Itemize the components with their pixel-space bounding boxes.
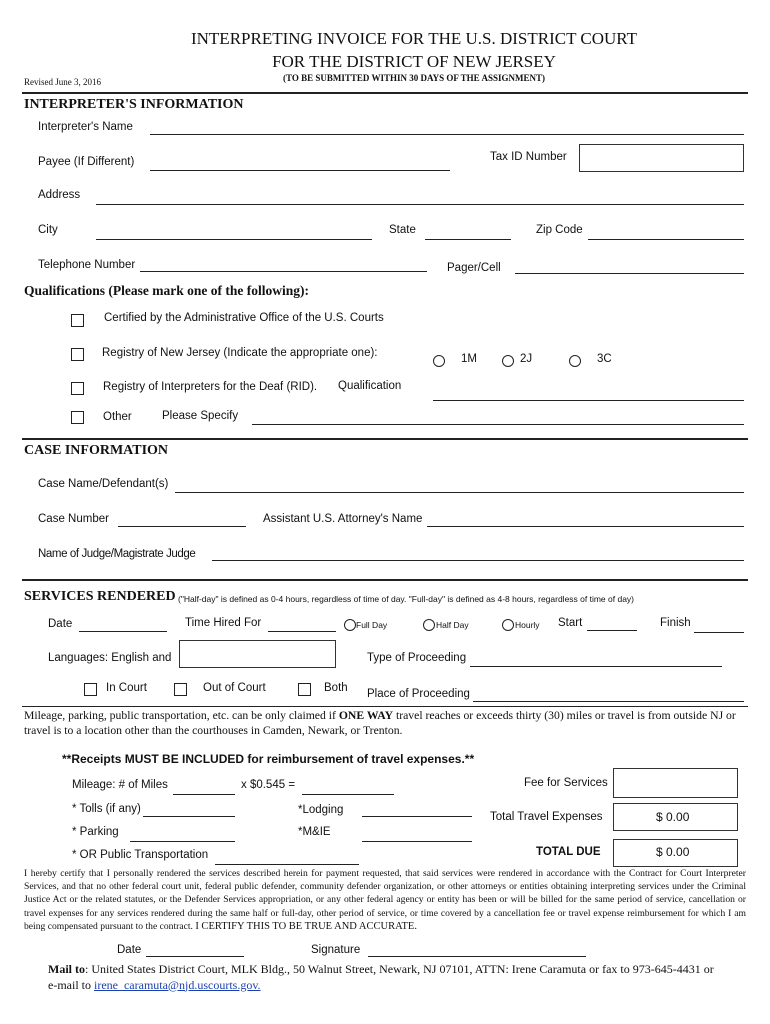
time-hired-label: Time Hired For xyxy=(185,617,262,629)
hourly-label: Hourly xyxy=(515,620,540,630)
cert-date-label: Date xyxy=(117,944,142,956)
half-day-radio[interactable] xyxy=(423,619,435,631)
out-of-court-label: Out of Court xyxy=(203,682,266,694)
type-proceeding-label: Type of Proceeding xyxy=(367,652,467,664)
mail-to-colon: : xyxy=(85,962,89,976)
mileage-note-b: travel reaches or exceeds thirty (30) miles or travel is from outside NJ or travel is to a location other than the courthouses in Camden, Newark, or Trenton. xyxy=(24,709,736,737)
languages-field[interactable] xyxy=(179,640,336,668)
both-checkbox[interactable] xyxy=(298,683,311,696)
mail-to-text: United States District Court, MLK Bldg., 50 Walnut Street, Newark, NJ 07101, ATTN: Irene Caramuta or fax to 973-645-4431 or e-mail to xyxy=(48,962,714,992)
finish-label: Finish xyxy=(660,617,691,629)
interpreter-name-label: Interpreter's Name xyxy=(38,121,133,133)
total-due-label: TOTAL DUE xyxy=(536,846,601,858)
hourly-radio[interactable] xyxy=(502,619,514,631)
receipts-note: **Receipts MUST BE INCLUDED for reimbursement of travel expenses.** xyxy=(62,752,475,766)
tax-id-field[interactable] xyxy=(579,144,744,172)
lodging-label: *Lodging xyxy=(298,804,344,816)
qualifications-title: Qualifications (Please mark one of the following): xyxy=(24,283,309,298)
qualification-label: Qualification xyxy=(338,380,402,392)
telephone-field[interactable] xyxy=(140,271,427,272)
zip-label: Zip Code xyxy=(536,224,583,236)
mileage-note-a: Mileage, parking, public transportation, etc. can be only claimed if xyxy=(24,709,339,722)
interpreter-name-field[interactable] xyxy=(150,134,744,135)
date-label: Date xyxy=(48,618,73,630)
place-proceeding-field[interactable] xyxy=(473,701,744,702)
lodging-field[interactable] xyxy=(362,816,472,817)
radio-3c[interactable] xyxy=(569,355,581,367)
section-services: SERVICES RENDERED xyxy=(24,589,176,604)
type-proceeding-field[interactable] xyxy=(470,666,722,667)
travel-rule xyxy=(22,706,748,707)
revised-date: Revised June 3, 2016 xyxy=(24,77,101,87)
mail-to xyxy=(48,962,724,993)
mileage-amount-field[interactable] xyxy=(302,794,394,795)
full-day-label: Full Day xyxy=(356,620,388,630)
in-court-checkbox[interactable] xyxy=(84,683,97,696)
state-field[interactable] xyxy=(425,239,511,240)
state-label: State xyxy=(389,224,416,236)
tolls-label: * Tolls (if any) xyxy=(72,803,141,815)
total-travel-value: $ 0.00 xyxy=(656,810,690,824)
address-label: Address xyxy=(38,189,81,201)
start-field[interactable] xyxy=(587,630,637,631)
place-proceeding-label: Place of Proceeding xyxy=(367,688,470,700)
form-subtitle: (TO BE SUBMITTED WITHIN 30 DAYS OF THE ASSIGNMENT) xyxy=(283,73,545,83)
fee-services-field[interactable] xyxy=(613,768,738,798)
both-label: Both xyxy=(324,682,348,694)
city-field[interactable] xyxy=(96,239,372,240)
mileage-note-bold: ONE WAY xyxy=(338,709,394,722)
judge-label: Name of Judge/Magistrate Judge xyxy=(38,548,196,560)
address-field[interactable] xyxy=(96,204,744,205)
registry-deaf-label: Registry of Interpreters for the Deaf (RID). xyxy=(103,381,318,393)
in-court-label: In Court xyxy=(106,682,147,694)
parking-label: * Parking xyxy=(72,826,119,838)
judge-field[interactable] xyxy=(212,560,744,561)
section-interpreter-info: INTERPRETER'S INFORMATION xyxy=(24,97,244,112)
header-rule xyxy=(22,92,748,94)
public-transport-field[interactable] xyxy=(215,864,359,865)
half-day-label: Half Day xyxy=(436,620,469,630)
finish-field[interactable] xyxy=(694,632,744,633)
total-due-value: $ 0.00 xyxy=(656,845,690,859)
case-number-label: Case Number xyxy=(38,513,109,525)
total-travel-label: Total Travel Expenses xyxy=(490,811,603,823)
radio-2j-label: 2J xyxy=(520,353,533,365)
public-transport-label: * OR Public Transportation xyxy=(72,849,209,861)
email-link[interactable]: irene_caramuta@njd.uscourts.gov. xyxy=(93,977,261,992)
miles-field[interactable] xyxy=(173,794,235,795)
certification-body: I hereby certify that I personally rendered the services described herein for payment requested, that said services were rendered in accordance with the Contract for Court Interpreter Services, and that no other federal court unit, federal public defender, community defender organization, or other attorneys or entities obtaining interpreting services under the Criminal Justice Act or the related statutes, or the Defender Services appropriation, or any other federal agency or entity has been or will be billed for the same period of service, cancellation or travel expenses for any services rendered during the same half or full-day, other period of service, or time covered by a cancellation fee or travel expense reimbursement for which I am being compensated pursuant to the contract. xyxy=(24,868,746,932)
pager-label: Pager/Cell xyxy=(447,262,501,274)
radio-2j[interactable] xyxy=(502,355,514,367)
mileage-note xyxy=(24,708,744,738)
mie-label: *M&IE xyxy=(298,826,331,838)
certification-statement: I CERTIFY THIS TO BE TRUE AND ACCURATE. xyxy=(195,920,417,932)
payee-label: Payee (If Different) xyxy=(38,156,135,168)
qualification-field[interactable] xyxy=(433,400,744,401)
certified-checkbox[interactable] xyxy=(71,314,84,327)
tax-id-label: Tax ID Number xyxy=(490,151,567,163)
payee-field[interactable] xyxy=(150,170,450,171)
signature-field[interactable] xyxy=(368,956,586,957)
certified-label: Certified by the Administrative Office of the U.S. Courts xyxy=(104,312,384,324)
radio-3c-label: 3C xyxy=(597,353,612,365)
time-hired-field[interactable] xyxy=(268,631,336,632)
case-number-field[interactable] xyxy=(118,526,246,527)
case-rule xyxy=(22,438,748,440)
start-label: Start xyxy=(558,617,583,629)
languages-label: Languages: English and xyxy=(48,652,172,664)
tolls-field[interactable] xyxy=(143,816,235,817)
mileage-label: Mileage: # of Miles xyxy=(72,779,168,791)
please-specify-field[interactable] xyxy=(252,424,744,425)
registry-nj-label: Registry of New Jersey (Indicate the appropriate one): xyxy=(102,347,378,359)
full-day-radio[interactable] xyxy=(344,619,356,631)
radio-1m[interactable] xyxy=(433,355,445,367)
city-label: City xyxy=(38,224,58,236)
date-field[interactable] xyxy=(79,631,167,632)
other-label: Other xyxy=(103,411,132,423)
please-specify-label: Please Specify xyxy=(162,410,239,422)
pager-field[interactable] xyxy=(515,273,744,274)
services-note: ("Half-day" is defined as 0-4 hours, regardless of time of day. "Full-day" is defined as 4-8 hours, regardless of time of day) xyxy=(178,594,635,604)
telephone-label: Telephone Number xyxy=(38,259,136,271)
services-rule xyxy=(22,579,748,581)
radio-1m-label: 1M xyxy=(461,353,477,365)
ausa-label: Assistant U.S. Attorney's Name xyxy=(263,513,423,525)
section-case-info: CASE INFORMATION xyxy=(24,443,169,458)
cert-date-field[interactable] xyxy=(146,956,244,957)
mileage-rate-label: x $0.545 = xyxy=(241,779,296,791)
registry-deaf-checkbox[interactable] xyxy=(71,382,84,395)
mail-to-label: Mail to xyxy=(48,962,85,976)
signature-label: Signature xyxy=(311,944,361,956)
case-name-field[interactable] xyxy=(175,492,744,493)
certification-text xyxy=(24,867,746,933)
mie-field[interactable] xyxy=(362,841,472,842)
parking-field[interactable] xyxy=(130,841,235,842)
registry-nj-checkbox[interactable] xyxy=(71,348,84,361)
ausa-field[interactable] xyxy=(427,526,744,527)
form-title-line1: INTERPRETING INVOICE FOR THE U.S. DISTRICT COURT xyxy=(190,29,638,48)
case-name-label: Case Name/Defendant(s) xyxy=(38,478,169,490)
zip-field[interactable] xyxy=(588,239,744,240)
form-title-line2: FOR THE DISTRICT OF NEW JERSEY xyxy=(272,52,556,71)
other-checkbox[interactable] xyxy=(71,411,84,424)
fee-services-label: Fee for Services xyxy=(524,777,608,789)
out-of-court-checkbox[interactable] xyxy=(174,683,187,696)
